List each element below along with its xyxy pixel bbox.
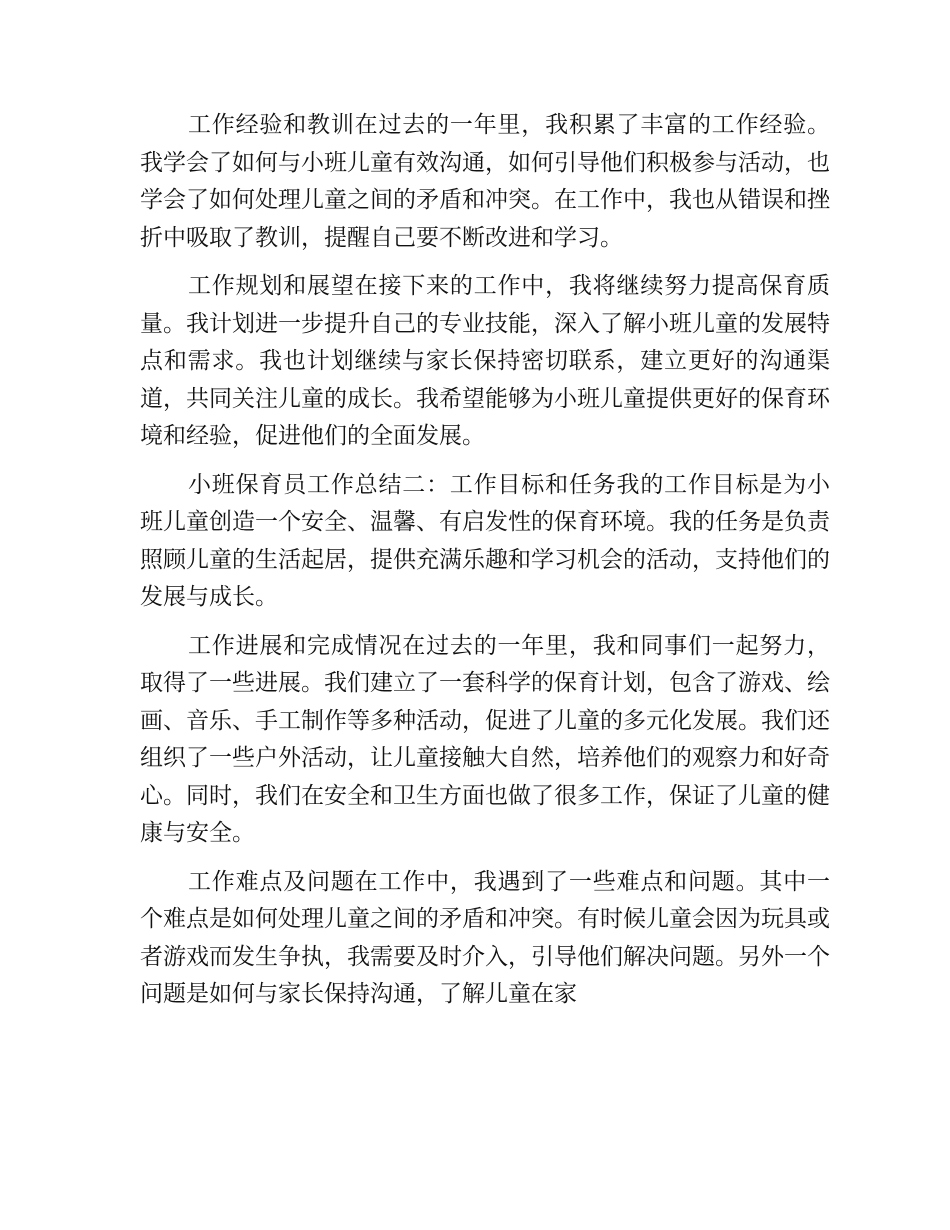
paragraph-progress: 工作进展和完成情况在过去的一年里，我和同事们一起努力，取得了一些进展。我们建立了一套科学的保育计划，包含了游戏、绘画、音乐、手工制作等多种活动，促进了儿童的多元化发展。我们还组织了一些户外活动，让儿童接触大自然，培养他们的观察力和好奇心。同时，我们在安全和卫生方面也做了很多工作，保证了儿童的健康与安全。 <box>140 632 830 846</box>
paragraph-difficulties: 工作难点及问题在工作中，我遇到了一些难点和问题。其中一个难点是如何处理儿童之间的矛盾和冲突。有时候儿童会因为玩具或者游戏而发生争执，我需要及时介入，引导他们解决问题。另外一个问题是如何与家长保持沟通，了解儿童在家 <box>140 868 830 1007</box>
document-body <box>140 107 830 1025</box>
paragraph-planning: 工作规划和展望在接下来的工作中，我将继续努力提高保育质量。我计划进一步提升自己的专业技能，深入了解小班儿童的发展特点和需求。我也计划继续与家长保持密切联系，建立更好的沟通渠道，共同关注儿童的成长。我希望能够为小班儿童提供更好的保育环境和经验，促进他们的全面发展。 <box>140 273 830 449</box>
paragraph-experience: 工作经验和教训在过去的一年里，我积累了丰富的工作经验。我学会了如何与小班儿童有效沟通，如何引导他们积极参与活动，也学会了如何处理儿童之间的矛盾和冲突。在工作中，我也从错误和挫折中吸取了教训，提醒自己要不断改进和学习。 <box>140 112 830 251</box>
paragraph-summary-two-goals: 小班保育员工作总结二：工作目标和任务我的工作目标是为小班儿童创造一个安全、温馨、有启发性的保育环境。我的任务是负责照顾儿童的生活起居，提供充满乐趣和学习机会的活动，支持他们的发展与成长。 <box>140 471 830 610</box>
